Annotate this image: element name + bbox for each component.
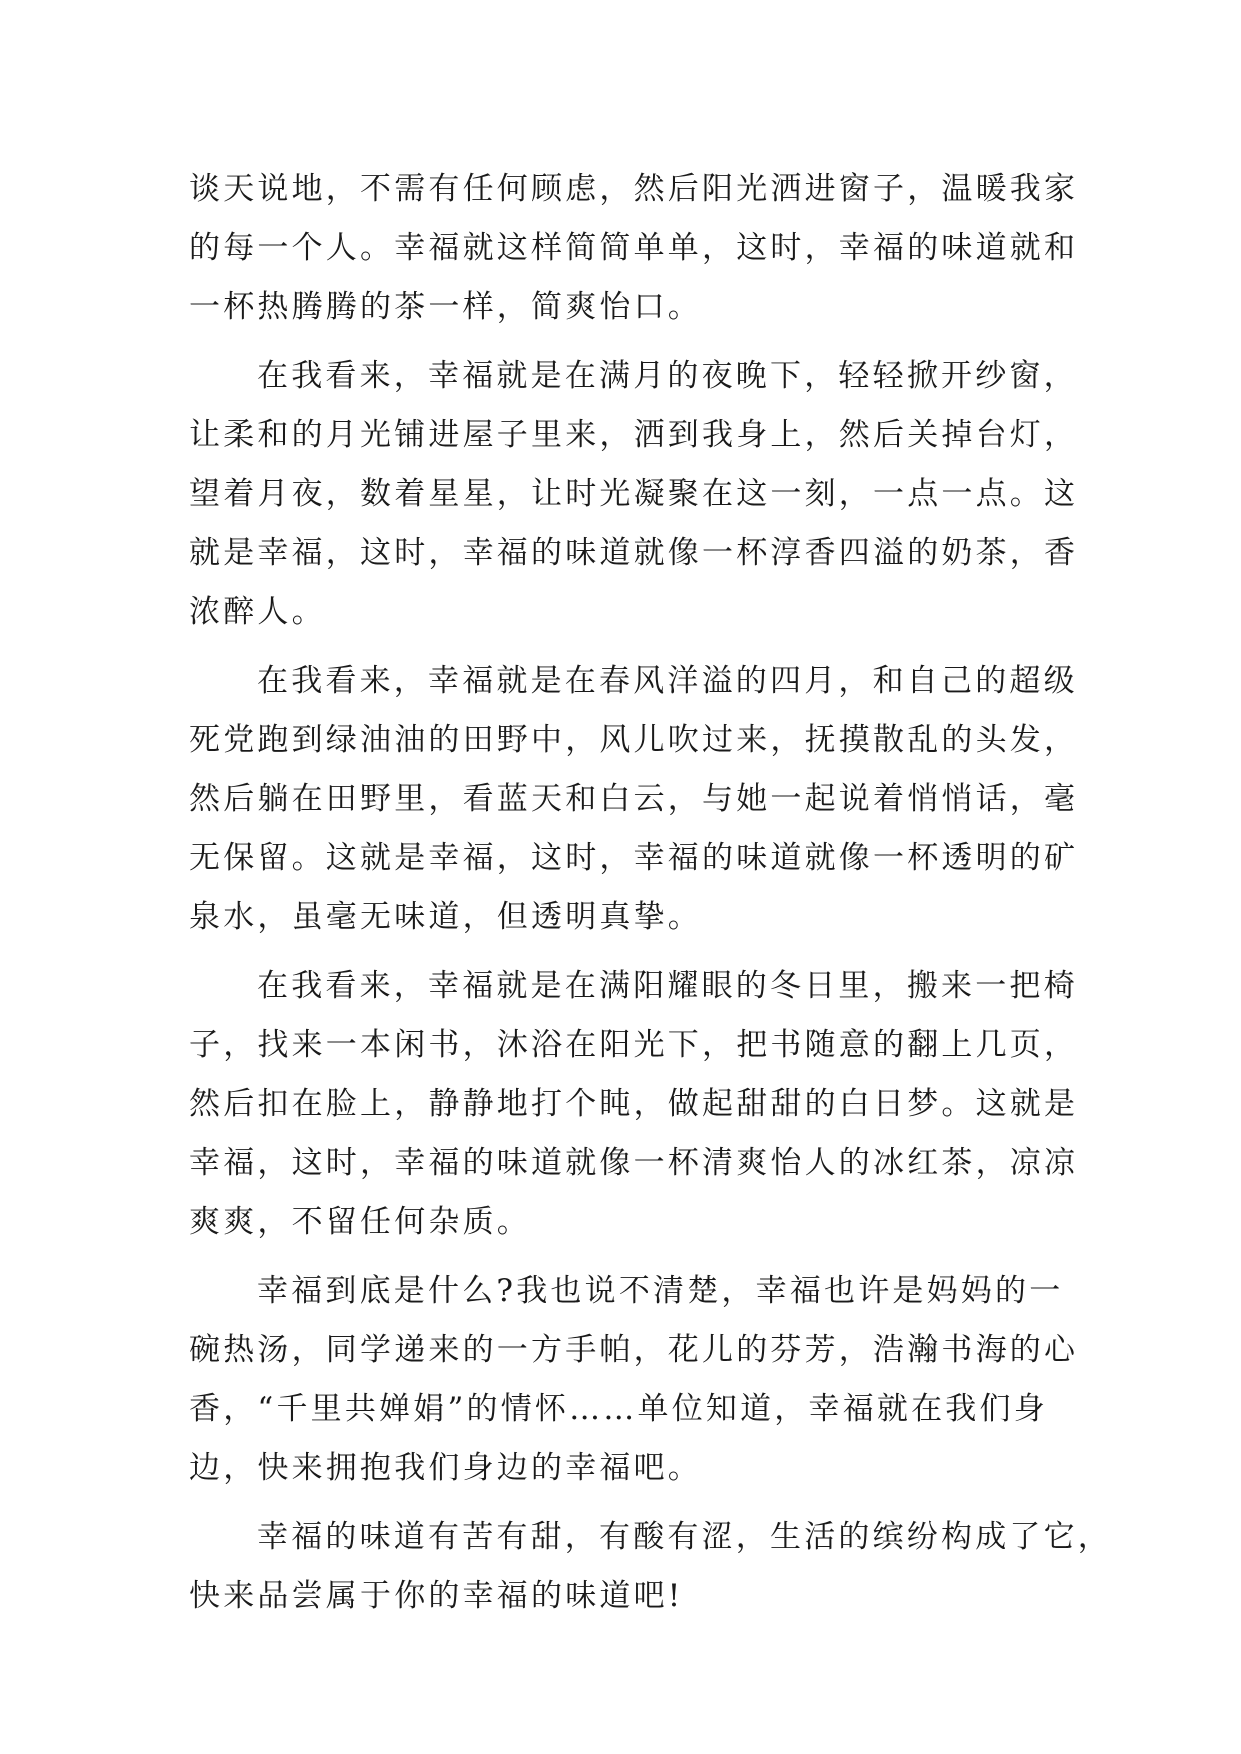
text-line: 无保留。这就是幸福，这时，幸福的味道就像一杯透明的矿 bbox=[189, 840, 1079, 876]
text-line: 快来品尝属于你的幸福的味道吧! bbox=[189, 1578, 684, 1614]
text-line: 泉水，虽毫无味道，但透明真挚。 bbox=[189, 899, 702, 935]
text-line: 浓醉人。 bbox=[189, 594, 326, 630]
text-line: 死党跑到绿油油的田野中，风儿吹过来，抚摸散乱的头发， bbox=[189, 722, 1079, 758]
text-line: 香，“千里共婵娟”的情怀……单位知道，幸福就在我们身 bbox=[189, 1391, 1048, 1427]
text-line: 让柔和的月光铺进屋子里来，洒到我身上，然后关掉台灯， bbox=[189, 417, 1079, 453]
text-line: 幸福，这时，幸福的味道就像一杯清爽怡人的冰红茶，凉凉 bbox=[189, 1145, 1079, 1181]
text-line: 幸福的味道有苦有甜，有酸有涩，生活的缤纷构成了它， bbox=[257, 1519, 1112, 1555]
paragraph-6 bbox=[189, 1508, 1112, 1626]
paragraph-1 bbox=[189, 160, 1079, 337]
text-line: 碗热汤，同学递来的一方手帕，花儿的芬芳，浩瀚书海的心 bbox=[189, 1332, 1079, 1368]
text-line: 爽爽，不留任何杂质。 bbox=[189, 1204, 531, 1240]
text-line: 的每一个人。幸福就这样简简单单，这时，幸福的味道就和 bbox=[189, 230, 1079, 266]
paragraph-2 bbox=[189, 347, 1079, 642]
paragraph-3 bbox=[189, 652, 1079, 947]
text-line: 边，快来拥抱我们身边的幸福吧。 bbox=[189, 1450, 702, 1486]
text-line: 然后扣在脸上，静静地打个盹，做起甜甜的白日梦。这就是 bbox=[189, 1086, 1079, 1122]
text-line: 然后躺在田野里，看蓝天和白云，与她一起说着悄悄话，毫 bbox=[189, 781, 1079, 817]
paragraph-5 bbox=[189, 1262, 1079, 1498]
text-line: 在我看来，幸福就是在满阳耀眼的冬日里，搬来一把椅 bbox=[257, 968, 1078, 1004]
text-line: 幸福到底是什么?我也说不清楚，幸福也许是妈妈的一 bbox=[257, 1273, 1064, 1309]
text-line: 子，找来一本闲书，沐浴在阳光下，把书随意的翻上几页， bbox=[189, 1027, 1079, 1063]
body-text bbox=[189, 160, 1112, 1626]
text-line: 望着月夜，数着星星，让时光凝聚在这一刻，一点一点。这 bbox=[189, 476, 1079, 512]
text-line: 一杯热腾腾的茶一样，简爽怡口。 bbox=[189, 289, 702, 325]
text-line: 在我看来，幸福就是在满月的夜晚下，轻轻掀开纱窗， bbox=[257, 358, 1078, 394]
paragraph-4 bbox=[189, 957, 1079, 1252]
text-line: 在我看来，幸福就是在春风洋溢的四月，和自己的超级 bbox=[257, 663, 1078, 699]
text-line: 就是幸福，这时，幸福的味道就像一杯淳香四溢的奶茶，香 bbox=[189, 535, 1079, 571]
text-line: 谈天说地，不需有任何顾虑，然后阳光洒进窗子，温暖我家 bbox=[189, 171, 1079, 207]
